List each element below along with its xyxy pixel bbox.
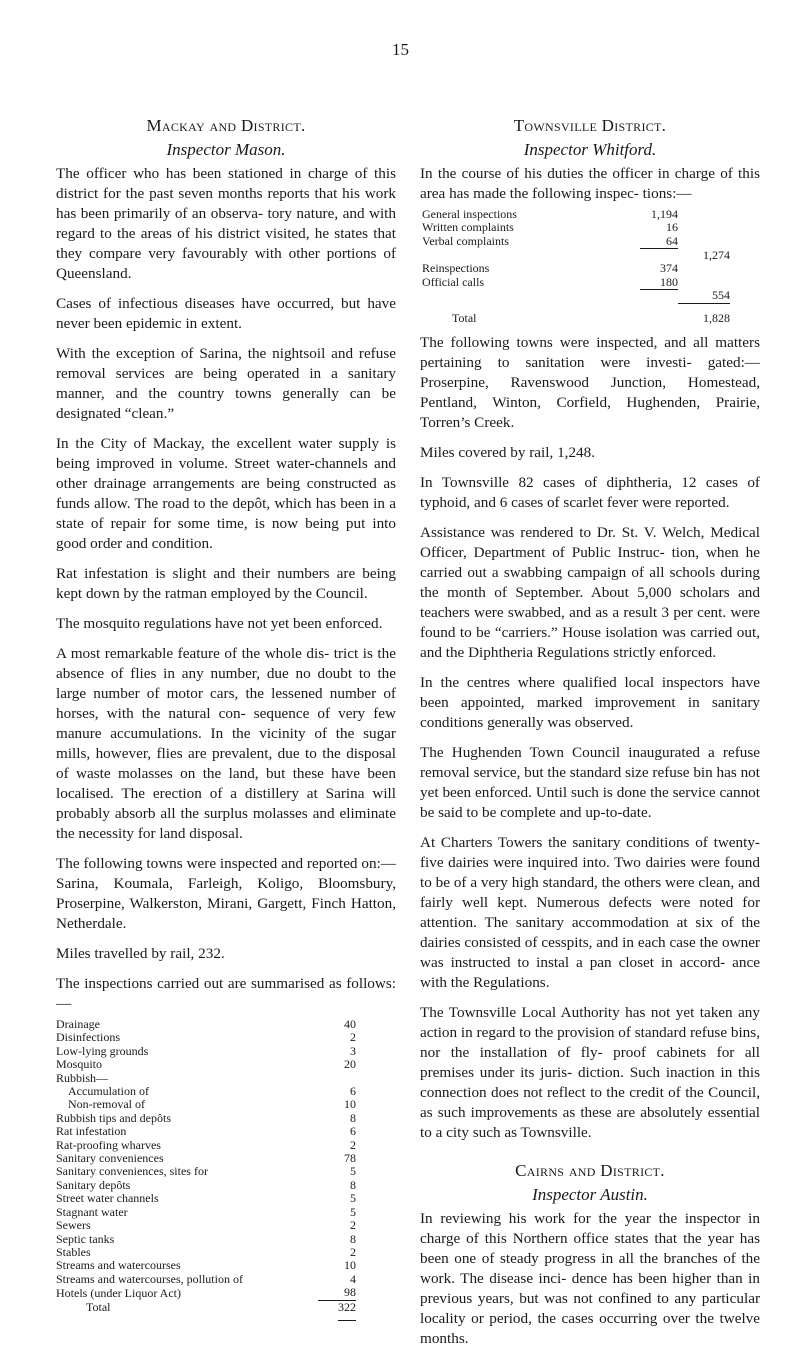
table-row: Hotels (under Liquor Act) 98 xyxy=(56,1285,356,1300)
paragraph: With the exception of Sarina, the nightsoil and refuse removal services are being operated in a sanitary manner, and the country towns generally can be designated “clean.” xyxy=(56,345,396,422)
total-row xyxy=(56,1300,356,1314)
section-heading-cairns: Cairns and District. xyxy=(515,1161,665,1181)
table-row: Street water channels 5 xyxy=(56,1191,356,1206)
subtotal-value: 1,274 xyxy=(703,247,730,262)
table-row: Reinspections 374 xyxy=(422,261,678,276)
paragraph: In the City of Mackay, the excellent water supply is being improved in volume. Street water-channels and other drainage arrangements are being constructed as funds allow. The road to the depôt, which has been in a state of repair for some time, is now being put into good order and condition. xyxy=(56,435,396,552)
table-row: Rubbish— xyxy=(56,1070,109,1085)
paragraph: In the centres where qualified local inspectors have been appointed, marked improvement in sanitary conditions generally was observed. xyxy=(420,674,760,732)
mackay-inspections-table xyxy=(56,1018,356,1314)
left-column xyxy=(56,116,396,1321)
paragraph: The following towns were inspected, and all matters pertaining to sanitation were investi- gated:—Proserpine, Ravenswood Junction, Homestead, Pentland, Winton, Corfield, Hughenden, Prairie, Torren’s Creek. xyxy=(420,334,760,432)
divider xyxy=(338,1320,356,1321)
subtotal-value: 554 xyxy=(712,288,730,303)
right-column xyxy=(420,116,760,1359)
total-label: Total xyxy=(452,310,477,325)
paragraph: In reviewing his work for the year the inspector in charge of this Northern office states that the year has been one of steady progress in all the branches of the work. The disease inci- dence has been higher than in previous years, but was not confined to any particular locality or period, the cases occurring over the twelve months. xyxy=(420,1210,760,1348)
paragraph: Miles covered by rail, 1,248. xyxy=(420,444,596,462)
table-row: Low-lying grounds 3 xyxy=(56,1043,356,1058)
table-row: Disinfections 2 xyxy=(56,1030,356,1045)
page-number: 15 xyxy=(392,40,409,59)
section-heading-townsville: Townsville District. xyxy=(513,116,667,135)
table-row: Sanitary depôts 8 xyxy=(56,1177,356,1192)
inspector-townsville: Inspector Whitford. xyxy=(523,140,657,159)
table-row: Accumulation of 6 xyxy=(68,1084,356,1099)
table-row: Rat-proofing wharves 2 xyxy=(56,1137,356,1152)
total-value: 322 xyxy=(318,1300,356,1314)
table-row: Sanitary conveniences, sites for 5 xyxy=(56,1164,356,1179)
paragraph: A most remarkable feature of the whole dis- trict is the absence of flies in any number, due no doubt to the large number of motor cars, the lessened number of horses, with the natural con- sequence of very few manure accumulations. In the vicinity of the sugar mills, however, flies are prevalent, due to the disposal of waste molasses on the land, but these have been localised. The erection of a distillery at Sarina will probably absorb all the surplus molasses and eliminate the necessity for land disposal. xyxy=(56,645,396,842)
table-row: Rat infestation 6 xyxy=(56,1124,356,1139)
total-row xyxy=(422,303,730,325)
table-row: Drainage 40 xyxy=(56,1017,356,1031)
inspector-cairns: Inspector Austin. xyxy=(532,1185,648,1205)
paragraph: Miles travelled by rail, 232. xyxy=(56,945,225,962)
table-row: Mosquito 20 xyxy=(56,1057,356,1072)
paragraph: At Charters Towers the sanitary conditions of twenty-five dairies were inquired into. Two dairies were found to be of a very high standard, the others were clean, and fairly well kept. Numerous defects were noted for attention. The sanitary accommodation at six of the dairies consisted of cesspits, and in each case the owner was instructed to instal a pan closet in accord- ance with the Regulations. xyxy=(420,834,760,992)
paragraph: The officer who has been stationed in charge of this district for the past seven months reports that his work has been primarily of an observa- tory nature, and with regard to the areas of his district visited, he states that they compare very favourably with other portions of Queensland. xyxy=(56,165,396,282)
paragraph: Rat infestation is slight and their numbers are being kept down by the ratman employed by the Council. xyxy=(56,565,396,602)
subtotal-row xyxy=(422,249,730,262)
paragraph: Cases of infectious diseases have occurred, but have never been epidemic in extent. xyxy=(56,295,396,332)
paragraph: The inspections carried out are summarised as follows:— xyxy=(56,975,396,1012)
paragraph: The Townsville Local Authority has not yet taken any action in regard to the provision of standard refuse bins, nor the installation of fly- proof cabinets for all premises under its juris- diction. Such inaction in this connection does not reflect to the credit of the Council, as such improvements as these are absolutely essential to a city such as Townsville. xyxy=(420,1004,760,1142)
total-value: 1,828 xyxy=(678,303,730,325)
inspector-mackay: Inspector Mason. xyxy=(166,140,286,159)
paragraph: The following towns were inspected and reported on:—Sarina, Koumala, Farleigh, Koligo, Bloomsbury, Proserpine, Walkerston, Mirani, Gargett, Finch Hatton, Netherdale. xyxy=(56,855,396,932)
paragraph: In the course of his duties the officer in charge of this area has made the following inspec- tions:— xyxy=(420,165,760,202)
table-row: Stagnant water 5 xyxy=(56,1204,356,1219)
table-row: Septic tanks 8 xyxy=(56,1231,356,1246)
table-row: Streams and watercourses 10 xyxy=(56,1258,356,1273)
total-label: Total xyxy=(86,1299,111,1314)
section-heading-mackay: Mackay and District. xyxy=(146,116,306,135)
table-row: Sanitary conveniences 78 xyxy=(56,1151,356,1166)
paragraph: In Townsville 82 cases of diphtheria, 12 cases of typhoid, and 6 cases of scarlet fever were reported. xyxy=(420,474,760,512)
table-row: Stables 2 xyxy=(56,1244,356,1259)
table-row: Rubbish tips and depôts 8 xyxy=(56,1110,356,1125)
paragraph: Assistance was rendered to Dr. St. V. Welch, Medical Officer, Department of Public Instruc- tion, when he carried out a swabbing campaign of all schools during the month of September. About 5,000 scholars and teachers were swabbed, and as a result 3 per cent. were found to be “carriers.” House isolation was carried out, and the Diphtheria Regulations strictly enforced. xyxy=(420,524,760,662)
table-row: General inspections 1,194 xyxy=(422,207,678,221)
paragraph: The Hughenden Town Council inaugurated a refuse removal service, but the standard size refuse bin has not yet been enforced. Until such is done the service cannot be said to be complete and up-to-date. xyxy=(420,744,760,822)
table-row: Streams and watercourses, pollution of 4 xyxy=(56,1271,356,1286)
townsville-inspections-table xyxy=(422,208,730,325)
table-row: Non-removal of 10 xyxy=(68,1097,356,1112)
table-row: Sewers 2 xyxy=(56,1218,356,1233)
subtotal-row xyxy=(422,289,730,303)
table-row: Verbal complaints 64 xyxy=(422,233,678,249)
paragraph: The mosquito regulations have not yet been enforced. xyxy=(56,615,383,632)
table-row: Official calls 180 xyxy=(422,274,678,290)
table-row: Written complaints 16 xyxy=(422,220,678,235)
